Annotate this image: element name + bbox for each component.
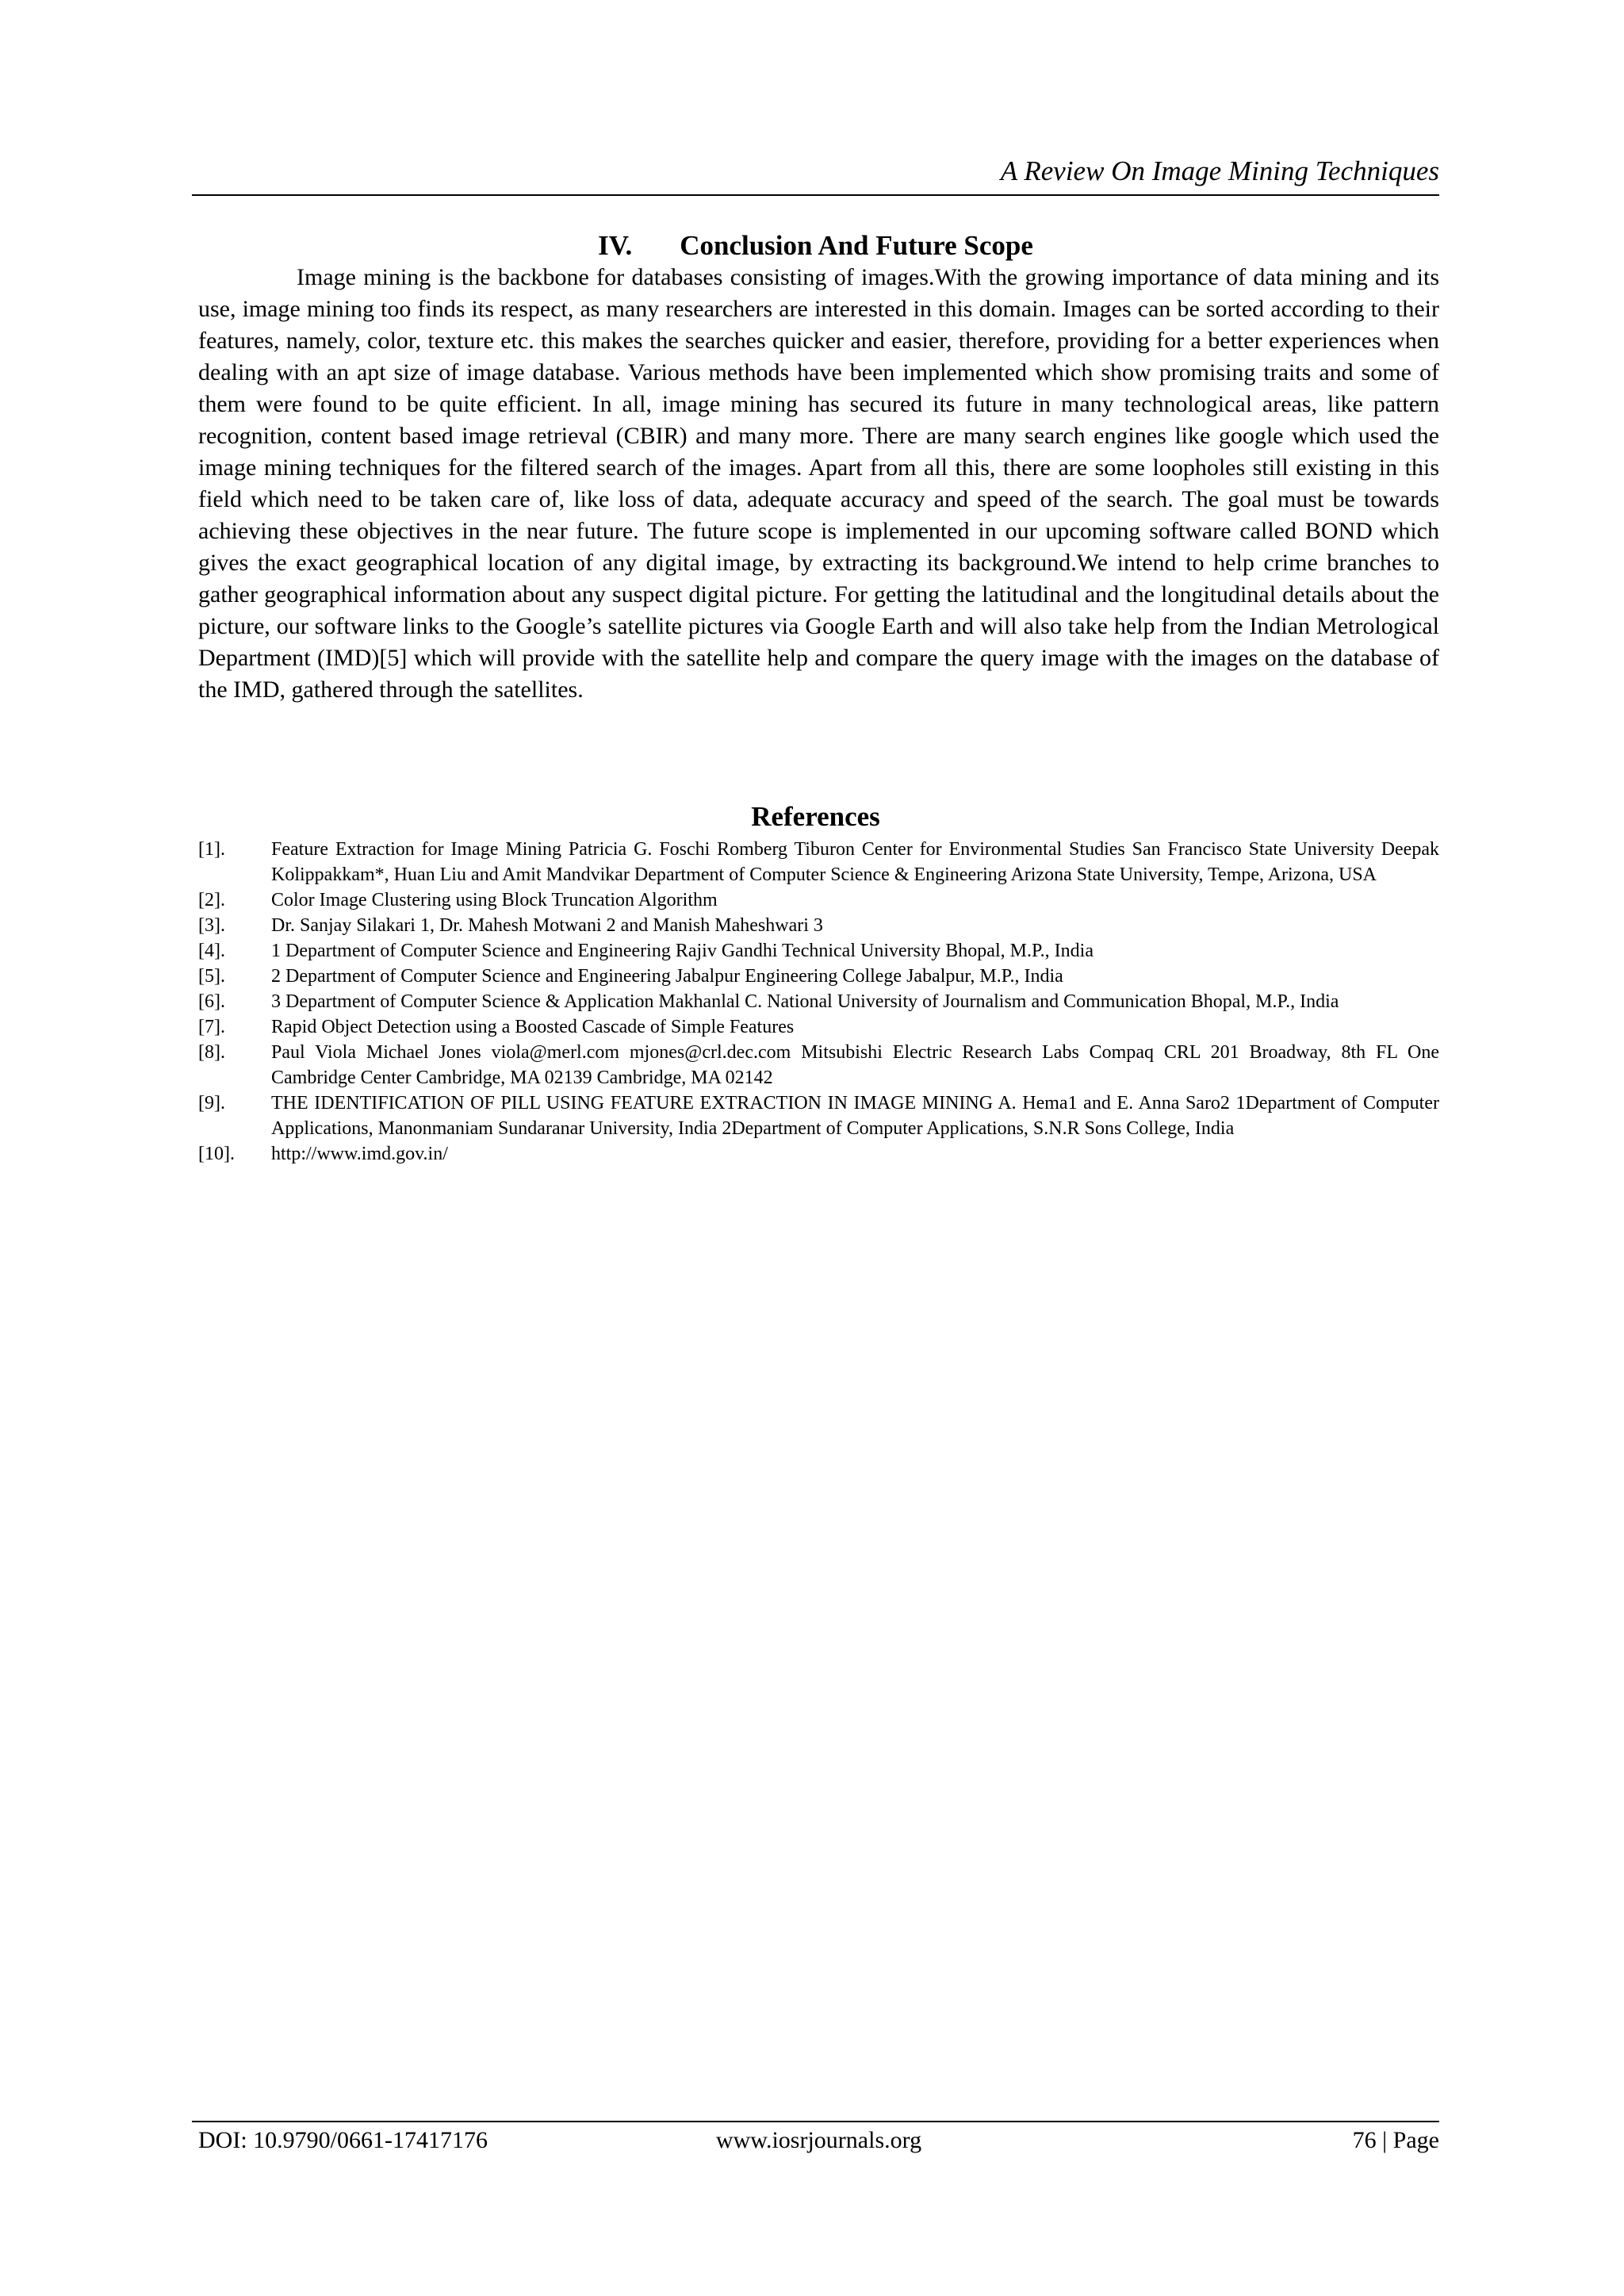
reference-item (198, 1141, 1439, 1167)
reference-text: 2 Department of Computer Science and Engineering Jabalpur Engineering College Jabalpur, M.P., India (271, 966, 1063, 987)
reference-text: Feature Extraction for Image Mining Patricia G. Foschi Romberg Tiburon Center for Environmental Studies San Francisco State University Deepak Kolippakkam*, Huan Liu and Amit Mandvikar Department of Computer Science & Engineering Arizona State University, Tempe, Arizona, USA (271, 839, 1439, 885)
reference-item (198, 913, 1439, 938)
reference-number: [8]. (198, 1042, 225, 1063)
reference-text: Dr. Sanjay Silakari 1, Dr. Mahesh Motwani 2 and Manish Maheshwari 3 (271, 915, 823, 936)
running-header-title: A Review On Image Mining Techniques (1000, 155, 1439, 186)
reference-number: [7]. (198, 1017, 225, 1037)
section-heading (192, 228, 1439, 263)
reference-number: [6]. (198, 991, 225, 1012)
footer-website: www.iosrjournals.org (715, 2127, 922, 2153)
reference-number: [3]. (198, 915, 225, 936)
reference-item (198, 1040, 1439, 1091)
reference-text: 3 Department of Computer Science & Application Makhanlal C. National University of Journalism and Communication Bhopal, M.P., India (271, 991, 1339, 1012)
reference-text: Rapid Object Detection using a Boosted Cascade of Simple Features (271, 1017, 795, 1037)
reference-number: [10]. (198, 1144, 235, 1164)
reference-text: http://www.imd.gov.in/ (271, 1144, 448, 1164)
reference-text: 1 Department of Computer Science and Engineering Rajiv Gandhi Technical University Bhopal, M.P., India (271, 941, 1094, 961)
reference-number: [1]. (198, 839, 225, 860)
reference-item (198, 964, 1439, 989)
reference-item (198, 1014, 1439, 1040)
reference-item (198, 989, 1439, 1014)
reference-text: Paul Viola Michael Jones viola@merl.com mjones@crl.dec.com Mitsubishi Electric Research Labs Compaq CRL 201 Broadway, 8th FL One Cambridge Center Cambridge, MA 02139 Cambridge, MA 02142 (271, 1042, 1439, 1088)
reference-item (198, 837, 1439, 887)
reference-number: [9]. (198, 1093, 225, 1114)
header-divider (192, 194, 1439, 196)
reference-text: THE IDENTIFICATION OF PILL USING FEATURE EXTRACTION IN IMAGE MINING A. Hema1 and E. Anna Saro2 1Department of Computer Applications, Manonmaniam Sundaranar University, India 2Department of Computer Applications, S.N.R Sons College, India (271, 1093, 1439, 1139)
footer-doi: DOI: 10.9790/0661-17417176 (198, 2127, 488, 2153)
reference-item (198, 887, 1439, 913)
footer-divider (192, 2121, 1439, 2122)
reference-item (198, 938, 1439, 964)
reference-number: [5]. (198, 966, 225, 987)
reference-item (198, 1091, 1439, 1141)
conclusion-paragraph: Image mining is the backbone for databases consisting of images.With the growing importance of data mining and its use, image mining too finds its respect, as many researchers are interested in this domain. Images can be sorted according to their features, namely, color, texture etc. this makes the searches quicker and easier, therefore, providing for a better experiences when dealing with an apt size of image database. Various methods have been implemented which show promising traits and some of them were found to be quite efficient. In all, image mining has secured its future in many technological areas, like pattern recognition, content based image retrieval (CBIR) and many more. There are many search engines like google which used the image mining techniques for the filtered search of the images. Apart from all this, there are some loopholes still existing in this field which need to be taken care of, like loss of data, adequate accuracy and speed of the search. The goal must be towards achieving these objectives in the near future. The future scope is implemented in our upcoming software called BOND which gives the exact geographical location of any digital image, by extracting its background.We intend to help crime branches to gather geographical information about any suspect digital picture. For getting the latitudinal and the longitudinal details about the picture, our software links to the Google’s satellite pictures via Google Earth and will also take help from the Indian Metrological Department (IMD)[5] which will provide with the satellite help and compare the query image with the images on the database of the IMD, gathered through the satellites. (198, 264, 1439, 703)
section-number: IV. (598, 230, 633, 261)
section-title: Conclusion And Future Scope (680, 230, 1033, 261)
reference-number: [2]. (198, 890, 225, 910)
footer-page-number: 76 | Page (1352, 2127, 1439, 2153)
reference-list (198, 837, 1439, 1167)
references-heading: References (751, 801, 880, 832)
reference-text: Color Image Clustering using Block Truncation Algorithm (271, 890, 718, 910)
reference-number: [4]. (198, 941, 225, 961)
